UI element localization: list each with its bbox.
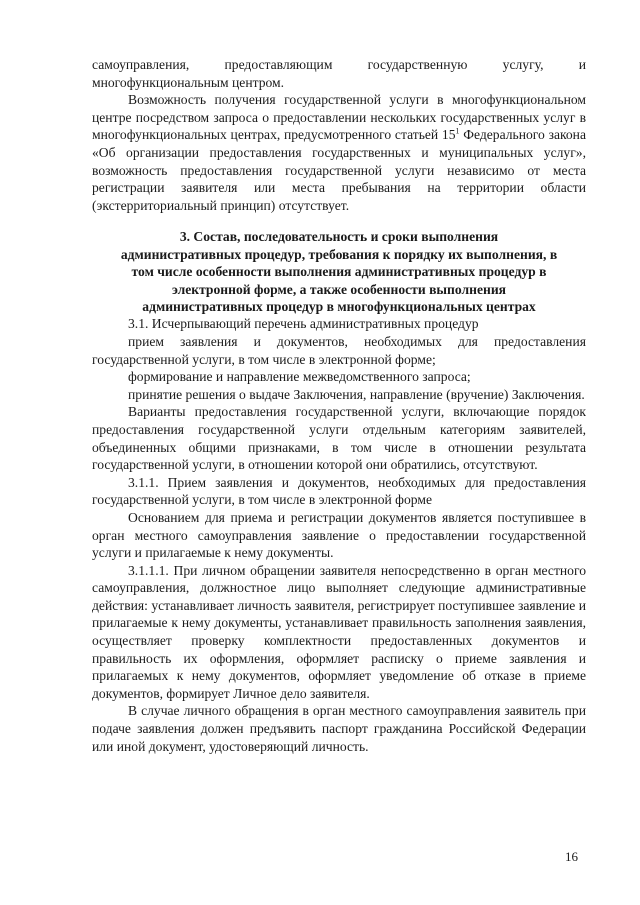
section-heading-line-3: том числе особенности выполнения административных процедур в (131, 264, 547, 280)
paragraph-10: 3.1.1.1. При личном обращении заявителя непосредственно в орган местного самоуправления, должностное лицо выполняет следующие административные действия: устанавливает личность заявителя, регистрирует поступившее заявление и прилагаемые к нему документы, устанавливает правильность заполнения заявления, осуществляет проверку комплектности предоставленных документов и правильность их оформления, оформляет расписку о приеме заявления и прилагаемых к нему документов, оформляет уведомление об отказе в приеме документов, формирует Личное дело заявителя. (92, 562, 586, 701)
paragraph-4: прием заявления и документов, необходимых для предоставления государственной услуги, в том числе в электронной форме; (92, 333, 586, 367)
paragraph-2-text-b: Федерального закона «Об организации предоставления государственных и муниципальных услуг», возможность предоставления государственной услуги независимо от места регистрации заявителя или места пребывания на территории области (экстерриториальный принцип) отсутствует. (92, 127, 586, 213)
paragraph-1: самоуправления, предоставляющим государственную услугу, и многофункциональным центром. (92, 57, 586, 90)
paragraph-2-text-a: Возможность получения государственной услуги в многофункциональном центре посредством запроса о предоставлении нескольких государственных услуг в многофункциональных центрах, предусмотренного статьей 15 (92, 92, 586, 143)
paragraph-5: формирование и направление межведомственного запроса; (128, 369, 471, 385)
section-heading-line-1: 3. Состав, последовательность и сроки выполнения (179, 229, 499, 245)
paragraph-2 (92, 91, 586, 214)
paragraph-3: 3.1. Исчерпывающий перечень административных процедур (128, 316, 479, 332)
section-heading-line-2: административных процедур, требования к порядку их выполнения, в (120, 246, 558, 262)
paragraph-7: Варианты предоставления государственной услуги, включающие порядок предоставления государственной услуги отдельным категориям заявителей, объединенных общими признаками, в том числе в отношении результата государственной услуги, в отношении которой они обратились, отсутствуют. (92, 404, 586, 473)
section-heading (92, 228, 586, 315)
page-number: 16 (565, 849, 578, 864)
paragraph-9: Основанием для приема и регистрации документов является поступившее в орган местного самоуправления заявление о предоставлении государственной услуги и прилагаемые к нему документы. (92, 509, 586, 561)
superscript: 1 (455, 126, 460, 136)
paragraph-6: принятие решения о выдаче Заключения, направление (вручение) Заключения. (128, 386, 585, 402)
paragraph-8: 3.1.1. Прием заявления и документов, необходимых для предоставления государственной услуги, в том числе в электронной форме (92, 474, 586, 508)
section-heading-line-4: электронной форме, а также особенности выполнения (171, 281, 507, 297)
section-heading-line-5: административных процедур в многофункциональных центрах (142, 298, 536, 314)
paragraph-11: В случае личного обращения в орган местного самоуправления заявитель при подаче заявления должен предъявить паспорт гражданина Российской Федерации или иной документ, удостоверяющий личность. (92, 703, 586, 754)
